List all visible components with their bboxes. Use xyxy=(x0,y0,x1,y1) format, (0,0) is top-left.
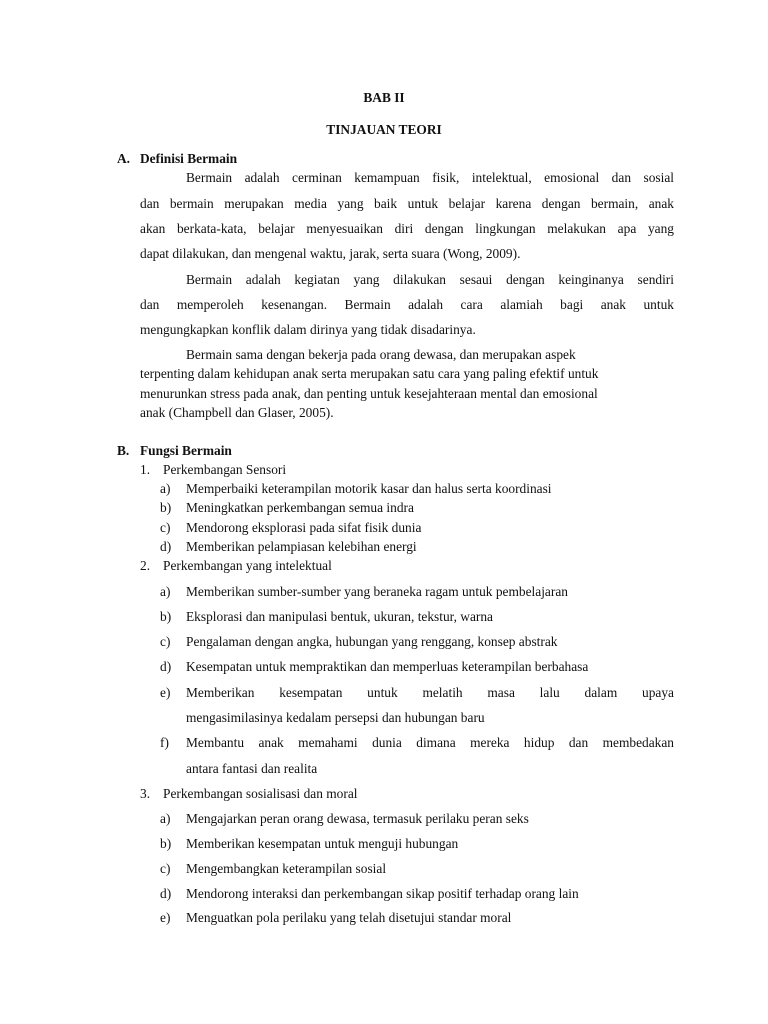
list-item: Membantu anak memahami dunia dimana mereka hidup dan membedakan xyxy=(186,735,674,750)
item-letter: a) xyxy=(160,811,171,826)
item-letter: f) xyxy=(160,735,169,750)
section-b-marker: B. xyxy=(117,443,130,458)
chapter-title: TINJAUAN TEORI xyxy=(326,122,442,137)
list-item: Mendorong eksplorasi pada sifat fisik dunia xyxy=(186,520,422,535)
list-item: Memberikan sumber-sumber yang beraneka ragam untuk pembelajaran xyxy=(186,584,568,599)
list-number: 2. xyxy=(140,558,151,573)
paragraph-line: mengungkapkan konflik dalam dirinya yang tidak disadarinya. xyxy=(140,322,476,337)
item-letter: c) xyxy=(160,861,171,876)
list-item: Pengalaman dengan angka, hubungan yang renggang, konsep abstrak xyxy=(186,634,558,649)
paragraph-line: anak (Champbell dan Glaser, 2005). xyxy=(140,405,334,420)
item-letter: e) xyxy=(160,685,171,700)
list-number: 3. xyxy=(140,786,151,801)
item-letter: b) xyxy=(160,500,172,515)
chapter-label: BAB II xyxy=(363,90,405,105)
paragraph-line: dan bermain merupakan media yang baik untuk belajar karena dengan bermain, anak xyxy=(140,196,674,211)
section-b-heading: Fungsi Bermain xyxy=(140,443,232,458)
section-a-marker: A. xyxy=(117,151,131,166)
item-letter: c) xyxy=(160,634,171,649)
list-title: Perkembangan yang intelektual xyxy=(163,558,332,573)
paragraph-line: Bermain sama dengan bekerja pada orang dewasa, dan merupakan aspek xyxy=(186,347,576,362)
list-item: Kesempatan untuk mempraktikan dan memperluas keterampilan berbahasa xyxy=(186,659,589,674)
list-number: 1. xyxy=(140,462,151,477)
item-letter: d) xyxy=(160,886,172,901)
item-letter: b) xyxy=(160,836,172,851)
list-item: Mendorong interaksi dan perkembangan sikap positif terhadap orang lain xyxy=(186,886,579,901)
item-letter: d) xyxy=(160,659,172,674)
paragraph-line: menurunkan stress pada anak, dan penting untuk kesejahteraan mental dan emosional xyxy=(140,386,598,401)
paragraph-line: akan berkata-kata, belajar menyesuaikan diri dengan lingkungan melakukan apa yang xyxy=(140,221,674,236)
list-item: Memperbaiki keterampilan motorik kasar dan halus serta koordinasi xyxy=(186,481,552,496)
paragraph-line: Bermain adalah kegiatan yang dilakukan sesaui dengan keinginanya sendiri xyxy=(186,272,674,287)
list-item-continuation: mengasimilasinya kedalam persepsi dan hubungan baru xyxy=(186,710,485,725)
paragraph-line: dan memperoleh kesenangan. Bermain adalah cara alamiah bagi anak untuk xyxy=(140,297,674,312)
paragraph-line: terpenting dalam kehidupan anak serta merupakan satu cara yang paling efektif untuk xyxy=(140,366,599,381)
paragraph-line: dapat dilakukan, dan mengenal waktu, jarak, serta suara (Wong, 2009). xyxy=(140,246,521,261)
list-item-continuation: antara fantasi dan realita xyxy=(186,761,318,776)
list-title: Perkembangan Sensori xyxy=(163,462,287,477)
item-letter: c) xyxy=(160,520,171,535)
list-item: Eksplorasi dan manipulasi bentuk, ukuran, tekstur, warna xyxy=(186,609,494,624)
list-item: Memberikan kesempatan untuk menguji hubungan xyxy=(186,836,459,851)
paragraph-line: Bermain adalah cerminan kemampuan fisik, intelektual, emosional dan sosial xyxy=(186,170,674,185)
item-letter: b) xyxy=(160,609,172,624)
list-item: Menguatkan pola perilaku yang telah disetujui standar moral xyxy=(186,910,512,925)
section-a-heading: Definisi Bermain xyxy=(140,151,238,166)
list-item: Mengajarkan peran orang dewasa, termasuk perilaku peran seks xyxy=(186,811,529,826)
item-letter: a) xyxy=(160,481,171,496)
list-item: Memberikan kesempatan untuk melatih masa lalu dalam upaya xyxy=(186,685,674,700)
item-letter: a) xyxy=(160,584,171,599)
list-item: Meningkatkan perkembangan semua indra xyxy=(186,500,414,515)
item-letter: e) xyxy=(160,910,171,925)
list-item: Mengembangkan keterampilan sosial xyxy=(186,861,387,876)
list-title: Perkembangan sosialisasi dan moral xyxy=(163,786,358,801)
list-item: Memberikan pelampiasan kelebihan energi xyxy=(186,539,417,554)
item-letter: d) xyxy=(160,539,172,554)
